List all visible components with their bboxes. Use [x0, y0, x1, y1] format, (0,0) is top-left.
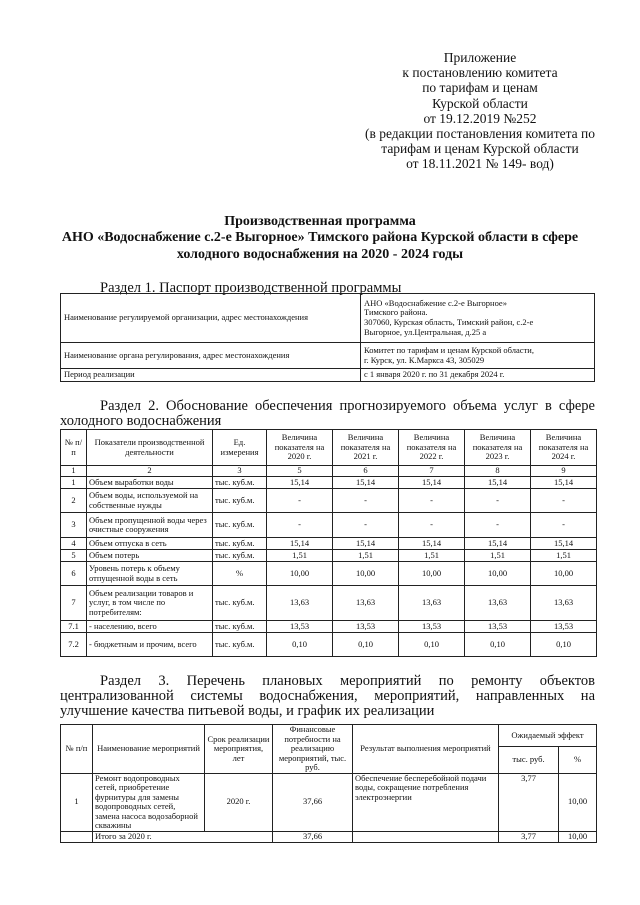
- measure-effect-pct: 10,00: [559, 773, 597, 831]
- volume-table: [60, 429, 597, 657]
- table-row: [61, 538, 597, 550]
- measure-name: Ремонт водопроводных сетей, приобретение фурнитуры для замены водопроводных сетей, замена насоса водозаборной скважины: [93, 773, 205, 831]
- appendix-line: к постановлению комитета: [402, 65, 558, 81]
- value-2022: 15,14: [399, 538, 465, 550]
- unit: тыс. куб.м.: [213, 477, 267, 489]
- value-2024: 13,63: [531, 586, 597, 621]
- row-number: 1: [61, 773, 93, 831]
- value-2021: 1,51: [333, 550, 399, 562]
- unit: тыс. куб.м.: [213, 550, 267, 562]
- unit: тыс. куб.м.: [213, 586, 267, 621]
- passport-value-line: г. Курск, ул. К.Маркса 43, 305029: [364, 354, 485, 365]
- column-number: 7: [399, 466, 465, 477]
- unit: тыс. куб.м.: [213, 633, 267, 657]
- unit: %: [213, 562, 267, 586]
- row-number: 6: [61, 562, 87, 586]
- value-2024: 15,14: [531, 538, 597, 550]
- passport-table: [60, 293, 595, 382]
- value-2023: -: [465, 513, 531, 538]
- measure-finance: 37,66: [273, 773, 353, 831]
- column-header: Показатели производственной деятельности: [87, 430, 213, 466]
- value-2024: 10,00: [531, 562, 597, 586]
- column-header: Величина показателя на 2023 г.: [465, 430, 531, 466]
- passport-value: [361, 369, 595, 382]
- value-2022: 13,63: [399, 586, 465, 621]
- passport-value-line: с 1 января 2020 г. по 31 декабря 2024 г.: [364, 369, 505, 380]
- value-2024: 13,53: [531, 621, 597, 633]
- table-row: [61, 621, 597, 633]
- passport-value-line: 307060, Курская область, Тимский район, с.2-е: [364, 317, 534, 327]
- value-2021: 10,00: [333, 562, 399, 586]
- column-header: № п/п: [61, 430, 87, 466]
- value-2023: 0,10: [465, 633, 531, 657]
- value-2022: -: [399, 513, 465, 538]
- indicator-name: Объем потерь: [87, 550, 213, 562]
- column-number: 1: [61, 466, 87, 477]
- total-effect-rub: 3,77: [499, 831, 559, 842]
- unit: тыс. куб.м.: [213, 621, 267, 633]
- section-3-title: Раздел 3. Перечень плановых мероприятий по ремонту объектов централизованной системы водоснабжения, мероприятий, направленных на улучшение качества питьевой воды, и график их реализации: [60, 673, 595, 719]
- table-row: [61, 773, 597, 831]
- value-2021: -: [333, 489, 399, 513]
- appendix-line: тарифам и ценам Курской области: [381, 141, 579, 157]
- value-2024: -: [531, 489, 597, 513]
- value-2020: 10,00: [267, 562, 333, 586]
- appendix-line: от 18.11.2021 № 149- вод): [406, 156, 554, 172]
- row-number: 4: [61, 538, 87, 550]
- title-line-1: Производственная программа: [224, 214, 416, 229]
- column-number: 3: [213, 466, 267, 477]
- appendix-line: (в редакции постановления комитета по: [364, 126, 595, 142]
- appendix-header: [355, 50, 605, 172]
- title-line-3: холодного водоснабжения на 2020 - 2024 годы: [176, 246, 464, 262]
- value-2023: 10,00: [465, 562, 531, 586]
- column-header: № п/п: [61, 725, 93, 774]
- row-number: 2: [61, 489, 87, 513]
- section-1-title: Раздел 1. Паспорт производственной программы: [100, 280, 402, 296]
- value-2022: -: [399, 489, 465, 513]
- empty-cell: [61, 831, 93, 842]
- column-number: 8: [465, 466, 531, 477]
- value-2021: 13,53: [333, 621, 399, 633]
- empty-cell: [353, 831, 499, 842]
- value-2023: 15,14: [465, 538, 531, 550]
- table-row: [61, 513, 597, 538]
- measure-term: 2020 г.: [205, 773, 273, 831]
- row-number: 5: [61, 550, 87, 562]
- table-row: [61, 550, 597, 562]
- total-label: Итого за 2020 г.: [93, 831, 273, 842]
- row-number: 1: [61, 477, 87, 489]
- table-header-row: [61, 430, 597, 466]
- passport-value-line: Комитет по тарифам и ценам Курской области,: [364, 344, 534, 355]
- appendix-line: Курской области: [432, 95, 528, 111]
- column-header: Величина показателя на 2021 г.: [333, 430, 399, 466]
- table-row: [61, 633, 597, 657]
- value-2020: 13,63: [267, 586, 333, 621]
- column-number: 2: [87, 466, 213, 477]
- appendix-line: по тарифам и ценам: [422, 80, 538, 96]
- value-2024: -: [531, 513, 597, 538]
- table-row: [61, 369, 595, 382]
- column-number: 5: [267, 466, 333, 477]
- value-2021: 0,10: [333, 633, 399, 657]
- value-2024: 0,10: [531, 633, 597, 657]
- passport-value-line: АНО «Водоснабжение с.2-е Выгорное»: [364, 297, 507, 308]
- appendix-line: Приложение: [443, 50, 517, 65]
- value-2020: 1,51: [267, 550, 333, 562]
- measure-result: Обеспечение бесперебойной подачи воды, сокращение потребления электроэнергии: [353, 773, 499, 831]
- column-header: Величина показателя на 2022 г.: [399, 430, 465, 466]
- value-2023: 13,63: [465, 586, 531, 621]
- indicator-name: Объем реализации товаров и услуг, в том числе по потребителям:: [87, 586, 213, 621]
- column-number-row: [61, 466, 597, 477]
- value-2022: 13,53: [399, 621, 465, 633]
- column-header: Финансовые потребности на реализацию мероприятий, тыс. руб.: [273, 725, 353, 774]
- passport-value-line: Тимского района.: [364, 307, 428, 318]
- measures-table: [60, 724, 597, 843]
- indicator-name: Объем отпуска в сеть: [87, 538, 213, 550]
- title-line-2: АНО «Водоснабжение с.2-е Выгорное» Тимского района Курской области в сфере: [61, 230, 579, 246]
- section-2-title: Раздел 2. Обоснование обеспечения прогнозируемого объема услуг в сфере холодного водоснабжения: [60, 398, 595, 429]
- table-total-row: [61, 831, 597, 842]
- unit: тыс. куб.м.: [213, 489, 267, 513]
- value-2023: 1,51: [465, 550, 531, 562]
- document-title: [40, 214, 600, 263]
- indicator-name: - населению, всего: [87, 621, 213, 633]
- column-number: 9: [531, 466, 597, 477]
- table-row: [61, 343, 595, 369]
- value-2023: 13,53: [465, 621, 531, 633]
- value-2021: 15,14: [333, 477, 399, 489]
- passport-value: [361, 294, 595, 343]
- row-number: 7.1: [61, 621, 87, 633]
- column-header: Ожидаемый эффект: [499, 725, 597, 747]
- row-number: 3: [61, 513, 87, 538]
- value-2023: -: [465, 489, 531, 513]
- value-2024: 1,51: [531, 550, 597, 562]
- table-header-row: [61, 725, 597, 747]
- column-header: Величина показателя на 2020 г.: [267, 430, 333, 466]
- column-header: Величина показателя на 2024 г.: [531, 430, 597, 466]
- column-header: тыс. руб.: [499, 747, 559, 773]
- total-finance: 37,66: [273, 831, 353, 842]
- unit: тыс. куб.м.: [213, 513, 267, 538]
- column-number: 6: [333, 466, 399, 477]
- value-2020: -: [267, 513, 333, 538]
- value-2020: 15,14: [267, 477, 333, 489]
- table-row: [61, 489, 597, 513]
- column-header: Ед. измерения: [213, 430, 267, 466]
- unit: тыс. куб.м.: [213, 538, 267, 550]
- column-header: %: [559, 747, 597, 773]
- passport-value-line: Выгорное, ул.Центральная, д.25 а: [364, 326, 487, 337]
- table-row: [61, 477, 597, 489]
- indicator-name: Уровень потерь к объему отпущенной воды в сеть: [87, 562, 213, 586]
- passport-value: [361, 343, 595, 369]
- column-header: Результат выполнения мероприятий: [353, 725, 499, 774]
- row-number: 7: [61, 586, 87, 621]
- value-2020: -: [267, 489, 333, 513]
- table-row: [61, 562, 597, 586]
- value-2021: 13,63: [333, 586, 399, 621]
- measure-effect-rub: 3,77: [499, 773, 559, 831]
- value-2022: 10,00: [399, 562, 465, 586]
- value-2020: 15,14: [267, 538, 333, 550]
- indicator-name: - бюджетным и прочим, всего: [87, 633, 213, 657]
- column-header: Наименование мероприятий: [93, 725, 205, 774]
- value-2022: 0,10: [399, 633, 465, 657]
- table-row: [61, 294, 595, 343]
- table-row: [61, 586, 597, 621]
- indicator-name: Объем выработки воды: [87, 477, 213, 489]
- total-effect-pct: 10,00: [559, 831, 597, 842]
- column-header: Срок реализации мероприятия, лет: [205, 725, 273, 774]
- passport-label: Период реализации: [61, 369, 361, 382]
- indicator-name: Объем пропущенной воды через очистные сооружения: [87, 513, 213, 538]
- row-number: 7.2: [61, 633, 87, 657]
- passport-label: Наименование регулируемой организации, адрес местонахождения: [61, 294, 361, 343]
- value-2020: 0,10: [267, 633, 333, 657]
- indicator-name: Объем воды, используемой на собственные нужды: [87, 489, 213, 513]
- value-2023: 15,14: [465, 477, 531, 489]
- passport-label: Наименование органа регулирования, адрес местонахождения: [61, 343, 361, 369]
- value-2021: -: [333, 513, 399, 538]
- value-2021: 15,14: [333, 538, 399, 550]
- value-2022: 15,14: [399, 477, 465, 489]
- appendix-line: от 19.12.2019 №252: [423, 110, 537, 126]
- value-2020: 13,53: [267, 621, 333, 633]
- value-2022: 1,51: [399, 550, 465, 562]
- value-2024: 15,14: [531, 477, 597, 489]
